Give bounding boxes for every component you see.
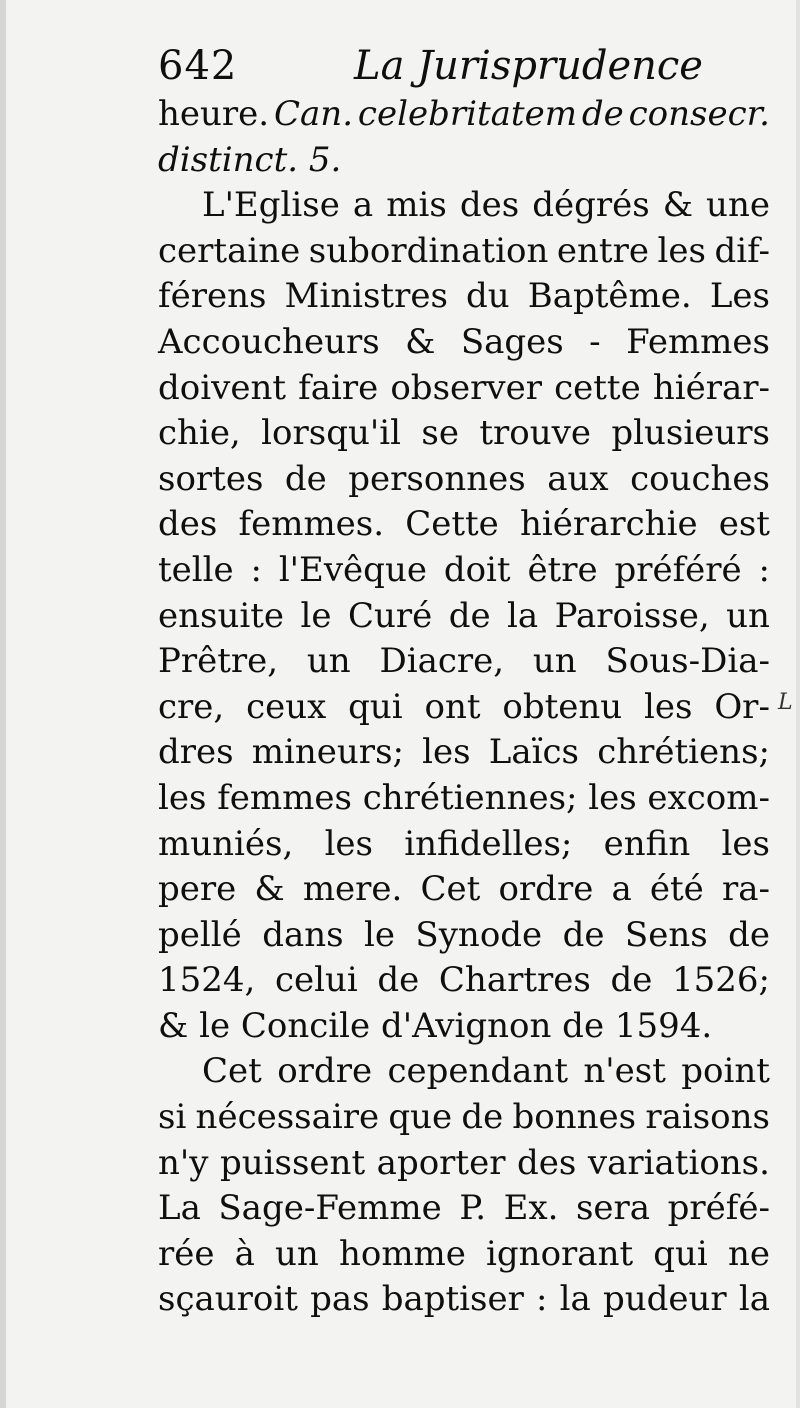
text-line (158, 183, 770, 229)
word: Diacre, (379, 641, 505, 682)
word: dans (262, 914, 344, 955)
word: ordre (498, 869, 594, 910)
word: 1524, (158, 960, 256, 1001)
word: aporter (376, 1142, 506, 1183)
word: consecr. (628, 94, 770, 134)
word: férens (158, 276, 267, 317)
text-line (158, 685, 770, 731)
text-line (158, 92, 770, 138)
text-line (158, 1186, 770, 1232)
word: les (158, 777, 207, 818)
word: raisons (645, 1097, 770, 1138)
word: ra- (721, 869, 770, 910)
word: Curé (347, 595, 433, 636)
word: faire (298, 367, 379, 408)
word: dres (158, 732, 234, 773)
word: le (364, 914, 395, 955)
word: un (532, 641, 577, 682)
text-line (158, 639, 770, 685)
word: de (461, 1097, 504, 1138)
word: telle (158, 549, 234, 590)
page-number: 642 (158, 43, 238, 89)
word: personnes (348, 458, 526, 499)
word: aux (547, 458, 609, 499)
word: hiérar- (652, 367, 770, 408)
word: certaine (158, 230, 301, 271)
word: : (536, 1279, 548, 1320)
word: celebritatem (357, 94, 577, 134)
word: la (559, 1279, 591, 1320)
word: & (254, 869, 285, 910)
word: Ministres (284, 276, 448, 317)
word: homme (338, 1233, 466, 1274)
word: nécessaire (195, 1097, 380, 1138)
word: excom- (647, 777, 770, 818)
word: est (718, 504, 770, 545)
word: des (459, 185, 520, 226)
word: de (610, 960, 653, 1001)
word: ensuite (158, 595, 285, 636)
word: Cette (405, 504, 499, 545)
word: de (581, 94, 624, 134)
text-line (158, 411, 770, 457)
word: : (758, 549, 770, 590)
word: qui (653, 1233, 708, 1274)
word: les (422, 732, 471, 773)
word: chie, (158, 413, 241, 454)
word: dégrés (532, 185, 650, 226)
running-title: La Jurisprudence (354, 43, 703, 89)
word: lorsqu'il (261, 413, 401, 454)
word: un (306, 641, 351, 682)
word: de (728, 914, 770, 955)
word: baptiser (381, 1279, 524, 1320)
word: une (706, 185, 770, 226)
word: ont (424, 686, 481, 727)
word: chrétiens; (597, 732, 770, 773)
text-line (158, 867, 770, 913)
word: cette (554, 367, 641, 408)
word: Cet (202, 1051, 262, 1092)
text-line (158, 913, 770, 959)
word: Femmes (626, 321, 770, 362)
word: Accoucheurs (158, 321, 380, 362)
word: plusieurs (611, 413, 770, 454)
text-line (158, 1141, 770, 1187)
word: pas (310, 1279, 370, 1320)
word: couches (630, 458, 770, 499)
word: de (562, 914, 605, 955)
text-line (158, 229, 770, 275)
word: que (388, 1097, 453, 1138)
word: Sages (460, 321, 564, 362)
word: chrétiennes; (362, 777, 578, 818)
word: entre (556, 230, 649, 271)
word: a (352, 185, 374, 226)
word: l'Evêque (278, 549, 427, 590)
word: dif- (714, 230, 770, 271)
word: ne (727, 1233, 770, 1274)
word: n'est (583, 1051, 666, 1092)
text-line (158, 730, 770, 776)
text-line (158, 320, 770, 366)
word: ordre (277, 1051, 373, 1092)
word: mis (386, 185, 447, 226)
word: les (644, 686, 693, 727)
word: & (405, 321, 436, 362)
word: pudeur (602, 1279, 727, 1320)
text-line (158, 958, 770, 1004)
word: & (662, 185, 693, 226)
text-line (158, 594, 770, 640)
word: Baptême. (527, 276, 692, 317)
word: Can. (274, 94, 354, 134)
word: sçauroit (158, 1279, 298, 1320)
word: ceux (246, 686, 327, 727)
word: infidelles; (404, 823, 573, 864)
text-line (158, 822, 770, 868)
word: Synode (415, 914, 543, 955)
word: être (527, 549, 598, 590)
word: les (657, 230, 706, 271)
word: bonnes (512, 1097, 637, 1138)
word: Prêtre, (158, 641, 279, 682)
word: variations. (587, 1142, 770, 1183)
word: la (507, 595, 539, 636)
text-line: & le Concile d'Avignon de 1594. (158, 1005, 713, 1046)
word: Sage-Femme (218, 1188, 442, 1229)
word: les (721, 823, 770, 864)
text-line (158, 274, 770, 320)
word: doit (443, 549, 511, 590)
word: hiérarchie (519, 504, 698, 545)
word: si (158, 1097, 187, 1138)
word: Or- (714, 686, 770, 727)
word: Sens (624, 914, 708, 955)
word: préfé- (667, 1188, 770, 1229)
word: doivent (158, 367, 286, 408)
word: mineurs; (251, 732, 404, 773)
word: de (377, 960, 420, 1001)
word: un (275, 1233, 319, 1274)
word: cependant (387, 1051, 569, 1092)
word: Chartres (438, 960, 591, 1001)
word: - (589, 321, 601, 362)
word: a (611, 869, 632, 910)
word: cre, (158, 686, 225, 727)
text-line (158, 548, 770, 594)
word: muniés, (158, 823, 294, 864)
word: celui (274, 960, 358, 1001)
word: pellé (158, 914, 242, 955)
word: L'Eglise (202, 185, 340, 226)
word: femmes (217, 777, 352, 818)
word: de (448, 595, 491, 636)
text-line: distinct. 5. (158, 139, 342, 180)
word: Les (709, 276, 770, 317)
word: femmes. (238, 504, 385, 545)
word: de (284, 458, 327, 499)
text-line (158, 1095, 770, 1141)
word: Paroisse, (554, 595, 710, 636)
text-line (158, 1232, 770, 1278)
margin-note: L (778, 690, 793, 715)
word: à (234, 1233, 255, 1274)
word: le (300, 595, 332, 636)
running-head (158, 40, 758, 92)
word: préféré (614, 549, 742, 590)
text-line (158, 1277, 770, 1323)
word: Cet (420, 869, 481, 910)
word: mere. (302, 869, 403, 910)
word: subordination (308, 230, 549, 271)
word: point (681, 1051, 770, 1092)
word: obtenu (502, 686, 623, 727)
word: 1526; (671, 960, 770, 1001)
word: la (738, 1279, 770, 1320)
text-line (158, 1049, 770, 1095)
word: pere (158, 869, 237, 910)
word: des (158, 504, 218, 545)
text-line (158, 502, 770, 548)
word: enfin (603, 823, 691, 864)
text-line (158, 457, 770, 503)
word: observer (390, 367, 542, 408)
word: puissent (220, 1142, 366, 1183)
word: n'y (158, 1142, 209, 1183)
word: La (158, 1188, 201, 1229)
word: du (466, 276, 510, 317)
word: été (649, 869, 704, 910)
word: heure. (158, 94, 270, 134)
word: qui (348, 686, 403, 727)
word: Sous-Dia- (605, 641, 770, 682)
word: Ex. (503, 1188, 559, 1229)
word: P. (459, 1188, 487, 1229)
word: sera (575, 1188, 651, 1229)
text-line (158, 776, 770, 822)
word: des (517, 1142, 577, 1183)
word: les (324, 823, 374, 864)
word: Laïcs (488, 732, 580, 773)
word: les (588, 777, 637, 818)
word: ignorant (486, 1233, 634, 1274)
word: sortes (158, 458, 264, 499)
word: trouve (479, 413, 591, 454)
word: se (421, 413, 459, 454)
word: rée (158, 1233, 215, 1274)
text-line (158, 366, 770, 412)
body-text (158, 92, 770, 1323)
word: un (726, 595, 770, 636)
word: : (250, 549, 262, 590)
